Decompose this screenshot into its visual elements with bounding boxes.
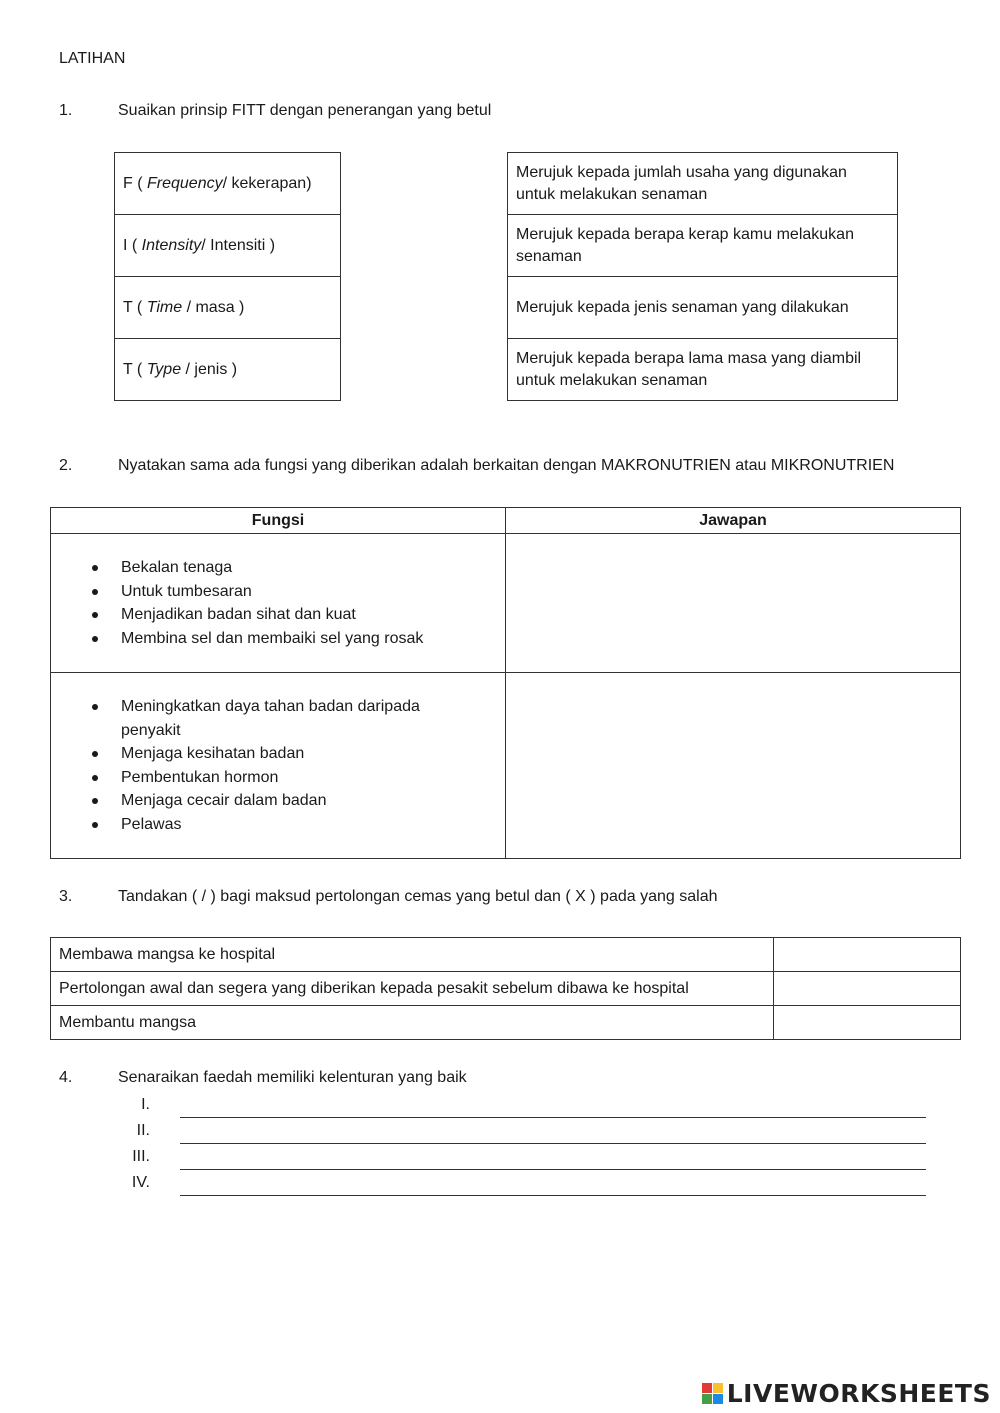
list-item: Menjadikan badan sihat dan kuat [121, 603, 505, 627]
list-item: Pelawas [121, 813, 505, 837]
tick-answer-cell[interactable] [774, 1006, 961, 1040]
fitt-description[interactable]: Merujuk kepada berapa lama masa yang diambil untuk melakukan senaman [508, 339, 898, 401]
list-item: Pembentukan hormon [121, 766, 505, 790]
header-fungsi: Fungsi [51, 508, 506, 534]
nutrient-table [50, 507, 961, 859]
q3-text: Tandakan ( / ) bagi maksud pertolongan cemas yang betul dan ( X ) pada yang salah [118, 888, 718, 905]
answer-line-row [118, 1120, 926, 1146]
logo-grid-icon [702, 1383, 723, 1404]
list-item: Meningkatkan daya tahan badan daripada penyakit [121, 695, 505, 742]
tick-answer-cell[interactable] [774, 972, 961, 1006]
q2-number: 2. [59, 457, 73, 474]
q1-number: 1. [59, 102, 73, 119]
brand-text: LIVEWORKSHEETS [726, 1378, 991, 1408]
statement-cell: Pertolongan awal dan segera yang diberikan kepada pesakit sebelum dibawa ke hospital [51, 972, 774, 1006]
fitt-description-table [507, 152, 898, 401]
answer-line[interactable] [180, 1169, 926, 1170]
list-item: Membina sel dan membaiki sel yang rosak [121, 627, 505, 651]
q4-number: 4. [59, 1069, 73, 1086]
q3-number: 3. [59, 888, 73, 905]
list-item: Bekalan tenaga [121, 556, 505, 580]
answer-line-row [118, 1146, 926, 1172]
q4-text: Senaraikan faedah memiliki kelenturan yang baik [118, 1069, 467, 1086]
fitt-description[interactable]: Merujuk kepada jumlah usaha yang digunakan untuk melakukan senaman [508, 153, 898, 215]
q2-text: Nyatakan sama ada fungsi yang diberikan adalah berkaitan dengan MAKRONUTRIEN atau MIKRONUTRIEN [118, 457, 895, 474]
fitt-item-intensity[interactable]: I ( Intensity/ Intensiti ) [115, 215, 341, 277]
table-row [51, 972, 961, 1006]
tick-answer-cell[interactable] [774, 938, 961, 972]
numeral: II. [136, 1122, 150, 1139]
fitt-description[interactable]: Merujuk kepada jenis senaman yang dilakukan [508, 277, 898, 339]
first-aid-table [50, 937, 961, 1040]
q1-text: Suaikan prinsip FITT dengan penerangan yang betul [118, 102, 492, 119]
logo-square [713, 1383, 723, 1393]
answer-line[interactable] [180, 1117, 926, 1118]
worksheet-title: LATIHAN [59, 50, 126, 67]
list-item: Menjaga cecair dalam badan [121, 789, 505, 813]
statement-cell: Membawa mangsa ke hospital [51, 938, 774, 972]
answer-line[interactable] [180, 1143, 926, 1144]
logo-square [702, 1394, 712, 1404]
answer-cell-1[interactable] [506, 534, 961, 673]
fitt-item-frequency[interactable]: F ( Frequency/ kekerapan) [115, 153, 341, 215]
fitt-item-type[interactable]: T ( Type / jenis ) [115, 339, 341, 401]
answer-cell-2[interactable] [506, 673, 961, 859]
list-item: Menjaga kesihatan badan [121, 742, 505, 766]
function-list-cell [51, 534, 506, 673]
numeral: I. [141, 1096, 150, 1113]
answer-line-row [118, 1094, 926, 1120]
numeral: III. [132, 1148, 150, 1165]
liveworksheets-logo [702, 1377, 991, 1409]
logo-square [713, 1394, 723, 1404]
answer-line-row [118, 1172, 926, 1198]
table-row [51, 938, 961, 972]
table-row [51, 1006, 961, 1040]
fitt-description[interactable]: Merujuk kepada berapa kerap kamu melakukan senaman [508, 215, 898, 277]
header-jawapan: Jawapan [506, 508, 961, 534]
answer-line[interactable] [180, 1195, 926, 1196]
fitt-principle-table [114, 152, 341, 401]
list-item: Untuk tumbesaran [121, 580, 505, 604]
function-list-cell [51, 673, 506, 859]
fitt-item-time[interactable]: T ( Time / masa ) [115, 277, 341, 339]
statement-cell: Membantu mangsa [51, 1006, 774, 1040]
logo-square [702, 1383, 712, 1393]
numeral: IV. [131, 1174, 150, 1191]
